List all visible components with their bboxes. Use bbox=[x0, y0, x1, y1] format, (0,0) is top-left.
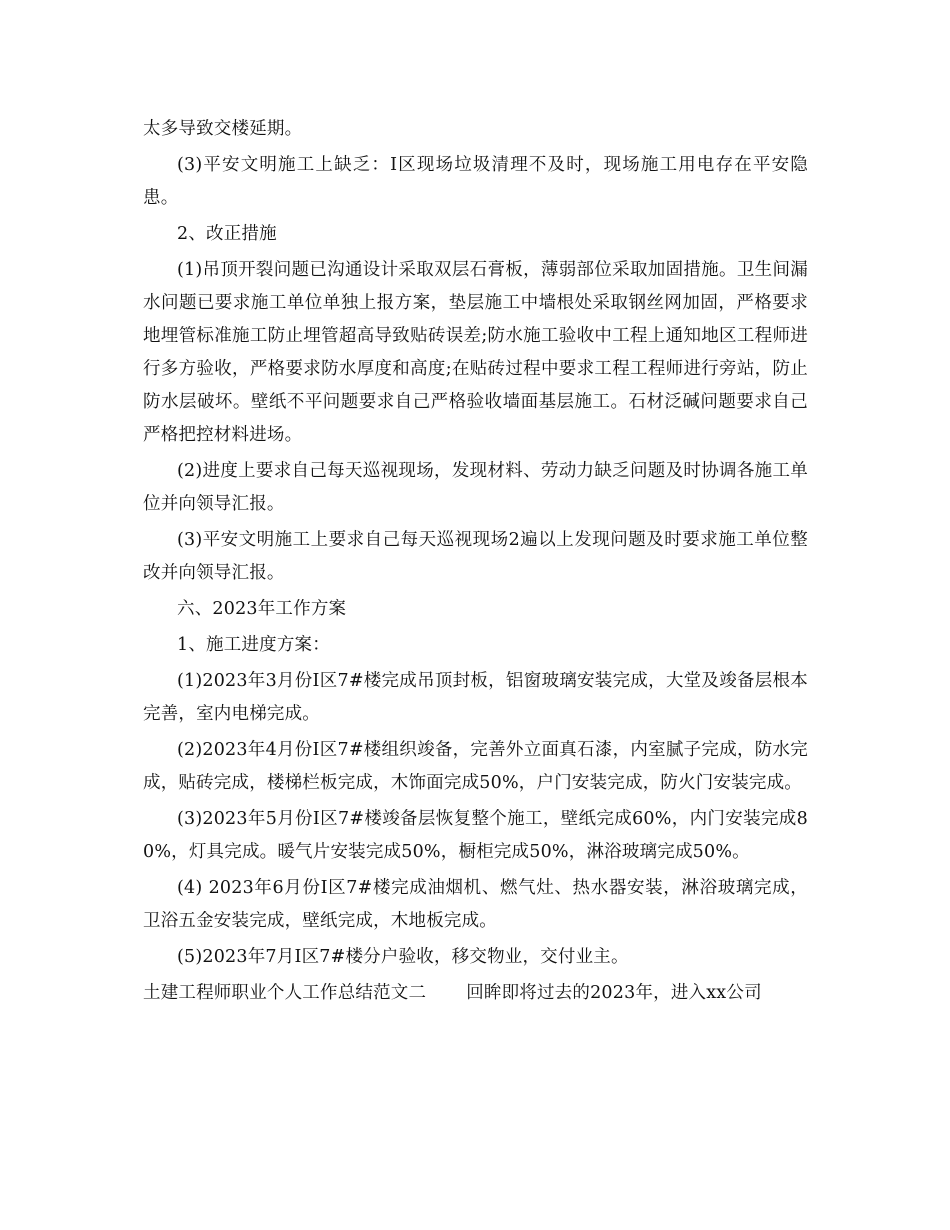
document-body bbox=[143, 113, 808, 1013]
paragraph-9: (1)2023年3月份I区7#楼完成吊顶封板，铝窗玻璃安装完成，大堂及竣备层根本完善，室内电梯完成。 bbox=[143, 671, 808, 724]
final-line-title: 土建工程师职业个人工作总结范文二 bbox=[143, 983, 427, 1003]
paragraph-11: (3)2023年5月份I区7#楼竣备层恢复整个施工，壁纸完成60%，内门安装完成80%，灯具完成。暖气片安装完成50%，橱柜完成50%，淋浴玻璃完成50%。 bbox=[143, 809, 808, 862]
paragraph-4: (1)吊顶开裂问题已沟通设计采取双层石膏板，薄弱部位采取加固措施。卫生间漏水问题已要求施工单位单独上报方案，垫层施工中墙根处采取钢丝网加固，严格要求地埋管标准施工防止埋管超高导致贴砖误差;防水施工验收中工程上通知地区工程师进行多方验收，严格要求防水厚度和高度;在贴砖过程中要求工程工程师进行旁站，防止防水层破坏。壁纸不平问题要求自己严格验收墙面基层施工。石材泛碱问题要求自己严格把控材料进场。 bbox=[143, 260, 808, 445]
paragraph-8: 1、施工进度方案： bbox=[177, 635, 330, 655]
paragraph-6: (3)平安文明施工上要求自己每天巡视现场2遍以上发现问题及时要求施工单位整改并向领导汇报。 bbox=[143, 530, 808, 583]
paragraph-5: (2)进度上要求自己每天巡视现场，发现材料、劳动力缺乏问题及时协调各施工单位并向领导汇报。 bbox=[143, 461, 808, 514]
paragraph-2: (3)平安文明施工上缺乏：I区现场垃圾清理不及时，现场施工用电存在平安隐患。 bbox=[143, 155, 808, 208]
paragraph-7: 六、2023年工作方案 bbox=[177, 599, 347, 619]
paragraph-12: (4) 2023年6月份I区7#楼完成油烟机、燃气灶、热水器安装，淋浴玻璃完成，卫浴五金安装完成，壁纸完成，木地板完成。 bbox=[143, 878, 808, 931]
paragraph-1: 太多导致交楼延期。 bbox=[143, 119, 303, 139]
final-line bbox=[143, 977, 808, 1010]
paragraph-10: (2)2023年4月份I区7#楼组织竣备，完善外立面真石漆，内室腻子完成，防水完成，贴砖完成，楼梯栏板完成，木饰面完成50%，户门安装完成，防火门安装完成。 bbox=[143, 740, 808, 793]
paragraph-13: (5)2023年7月I区7#楼分户验收，移交物业，交付业主。 bbox=[177, 947, 629, 967]
paragraph-3: 2、改正措施 bbox=[177, 224, 277, 244]
final-line-text: 回眸即将过去的2023年，进入xx公司 bbox=[466, 983, 762, 1003]
